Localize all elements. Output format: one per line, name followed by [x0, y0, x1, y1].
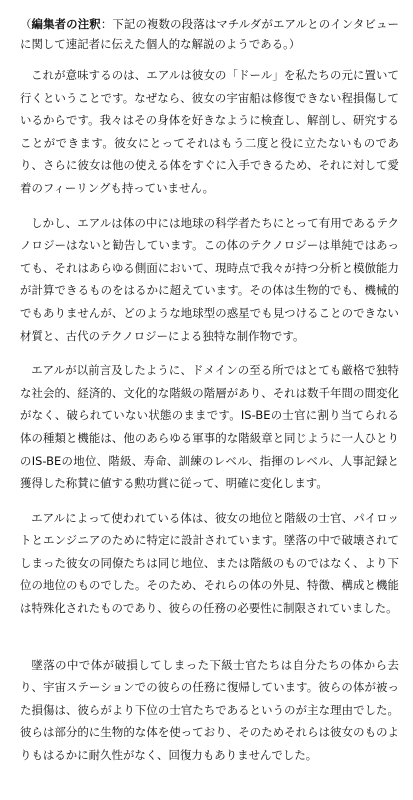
paragraph-1-text: これが意味するのは、エアルは彼女の「ドール」を私たちの元に置いて行くということです。なぜなら、彼女の宇宙船は修復できない程損傷しているからです。我々はその身体を好きなように検査し、解剖し、研究することができます。彼女にとってそれはもう二度と役に立たないものであり、さらに彼女は他の使える体をすぐに入手できるため、それに対して愛着のフィーリングも持っていません。: [20, 68, 399, 195]
paragraph-5-text: 墜落の中で体が破損してしまった下級士官たちは自分たちの体から去り、宇宙ステーションでの彼らの任務に復帰しています。彼らの体が被った損傷は、彼らがより下位の士官たちであるというのが主な理由でした。彼らは部分的に生物的な体を使っており、そのためそれらは彼女のものよりもはるかに耐久性がなく、回復力もありませんでした。: [20, 657, 399, 763]
editor-note-open: （: [20, 17, 32, 31]
editor-note: [20, 14, 399, 54]
editor-note-label: 編集者の注釈: [31, 17, 101, 31]
paragraph-3-text: エアルが以前言及したように、ドメインの至る所ではとても厳格で独特な社会的、経済的、文化的な階級の階層があり、それは数千年間の間変化がなく、破られていない状態のままです。IS-BEの士官に割り当てられる体の種類と機能は、他のあらゆる軍事的な階級章と同じように一人ひとりのIS-BEの地位、階級、寿命、訓練のレベル、指揮のレベル、人事記録と獲得した称賛に値する勲功賞に従って、明確に変化します。: [20, 363, 399, 491]
editor-note-body: ：下記の複数の段落はマチルダがエアルとのインタビューに関して速記者に伝えた個人的な解説のようである。）: [20, 17, 399, 51]
paragraph-5: [20, 654, 399, 767]
paragraph-2-text: しかし、エアルは体の中には地球の科学者たちにとって有用であるテクノロジーはないと勧告しています。この体のテクノロジーは単純ではあっても、それはあらゆる側面において、現時点で我々が持つ分析と模倣能力が計算できるものをはるかに超えています。その体は生物的でも、機械的でもありませんが、どのような地球型の惑星でも見つけることのできない材質と、古代のテクノロジーによる独特な制作物です。: [20, 215, 399, 343]
paragraph-4-text: エアルによって使われている体は、彼女の地位と階級の士官、パイロットとエンジニアのために特定に設計されています。墜落の中で破壊されてしまった彼女の同僚たちは同じ地位、または階級のものではなく、より下位の地位のものでした。そのため、それらの体の外見、特徴、構成と機能は特殊化されたものであり、彼らの任務の必要性に制限されていました。: [20, 510, 399, 616]
paragraph-4: [20, 507, 399, 620]
paragraph-1: [20, 64, 399, 200]
paragraph-2: [20, 212, 399, 348]
paragraph-3: [20, 359, 399, 495]
